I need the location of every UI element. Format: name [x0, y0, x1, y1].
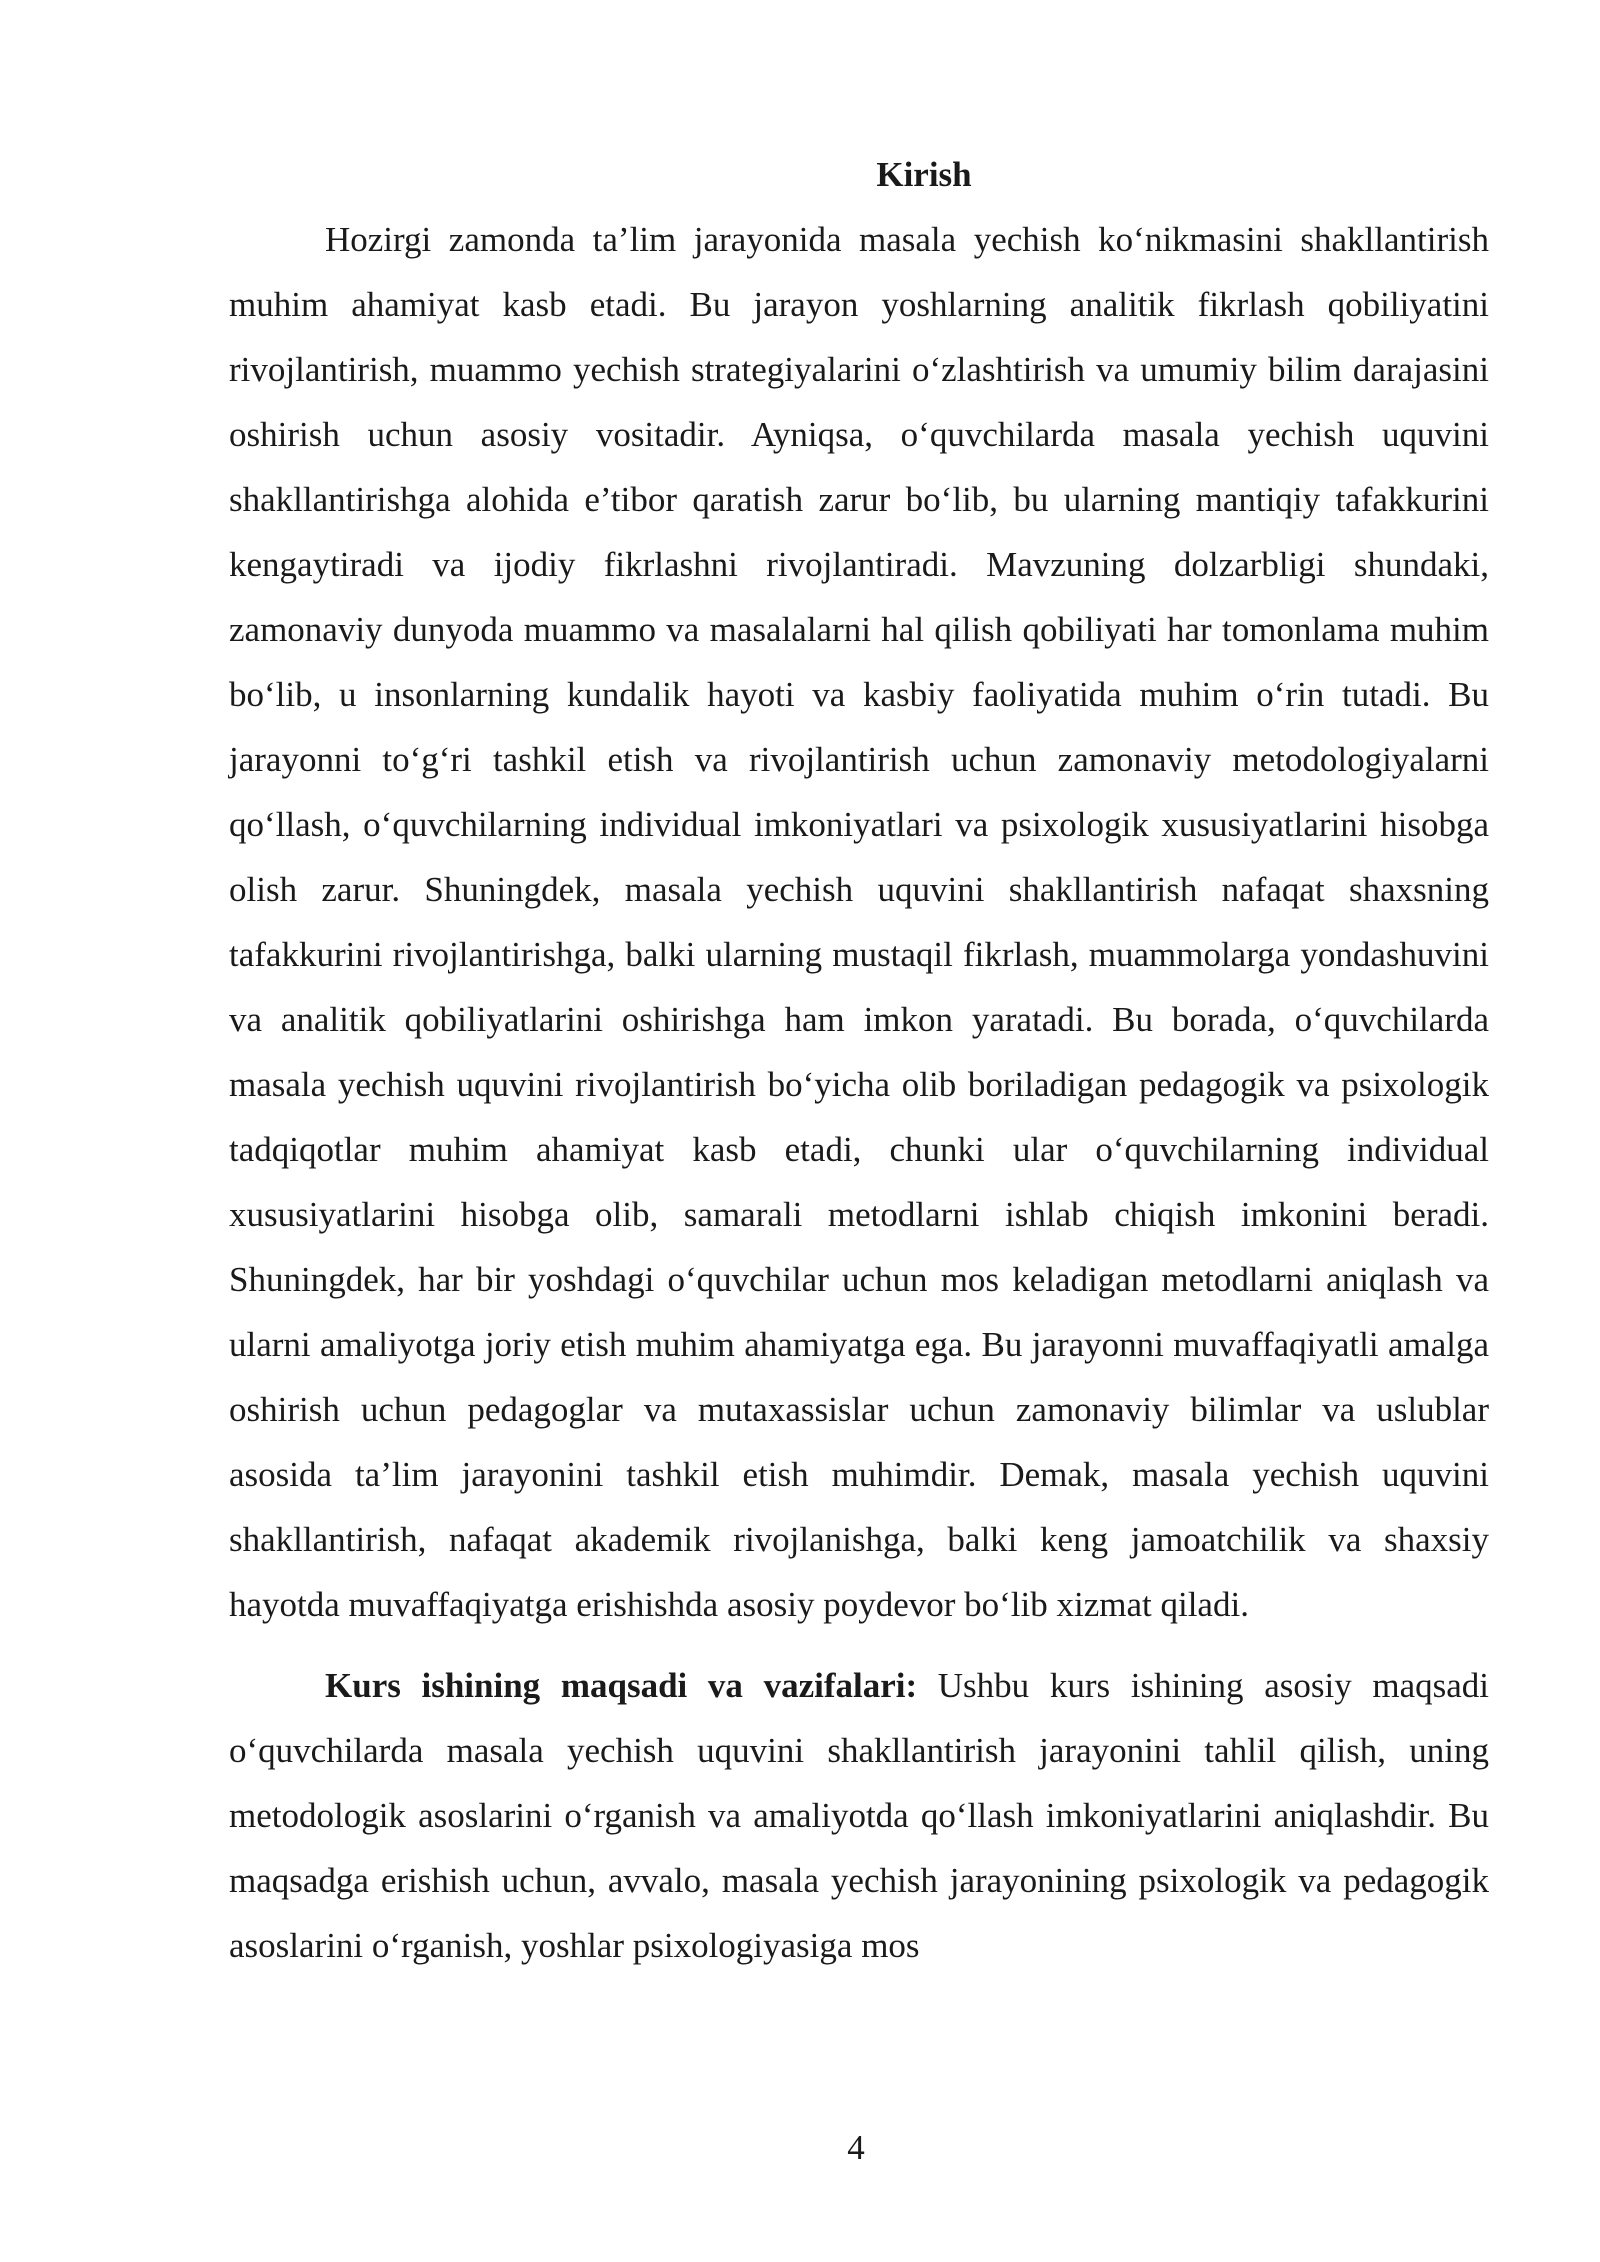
page-number: 4: [847, 2128, 865, 2167]
intro-paragraph: Hozirgi zamonda ta’lim jarayonida masala yechish ko‘nikmasini shakllantirish muhim ahamiyat kasb etadi. Bu jarayon yoshlarning analitik fikrlash qobiliyatini rivojlantirish, muammo yechish strategiyalarini o‘zlashtirish va umumiy bilim darajasini oshirish uchun asosiy vositadir. Ayniqsa, o‘quvchilarda masala yechish uquvini shakllantirishga alohida e’tibor qaratish zarur bo‘lib, bu ularning mantiqiy tafakkurini kengaytiradi va ijodiy fikrlashni rivojlantiradi. Mavzuning dolzarbligi shundaki, zamonaviy dunyoda muammo va masalalarni hal qilish qobiliyati har tomonlama muhim bo‘lib, u insonlarning kundalik hayoti va kasbiy faoliyatida muhim o‘rin tutadi. Bu jarayonni to‘g‘ri tashkil etish va rivojlantirish uchun zamonaviy metodologiyalarni qo‘llash, o‘quvchilarning individual imkoniyatlari va psixologik xususiyatlarini hisobga olish zarur. Shuningdek, masala yechish uquvini shakllantirish nafaqat shaxsning tafakkurini rivojlantirishga, balki ularning mustaqil fikrlash, muammolarga yondashuvini va analitik qobiliyatlarini oshirishga ham imkon yaratadi. Bu borada, o‘quvchilarda masala yechish uquvini rivojlantirish bo‘yicha olib boriladigan pedagogik va psixologik tadqiqotlar muhim ahamiyat kasb etadi, chunki ular o‘quvchilarning individual xususiyatlarini hisobga olib, samarali metodlarni ishlab chiqish imkonini beradi. Shuningdek, har bir yoshdagi o‘quvchilar uchun mos keladigan metodlarni aniqlash va ularni amaliyotga joriy etish muhim ahamiyatga ega. Bu jarayonni muvaffaqiyatli amalga oshirish uchun pedagoglar va mutaxassislar uchun zamonaviy bilimlar va uslublar asosida ta’lim jarayonini tashkil etish muhimdir. Demak, masala yechish uquvini shakllantirish, nafaqat akademik rivojlanishga, balki keng jamoatchilik va shaxsiy hayotda muvaffaqiyatga erishishda asosiy poydevor bo‘lib xizmat qiladi.: [229, 220, 1489, 1624]
goals-paragraph: [229, 1653, 1489, 1978]
goals-heading: Kurs ishining maqsadi va vazifalari:: [325, 1666, 918, 1705]
section-title: Kirish: [876, 155, 972, 194]
page-content: [229, 148, 1489, 1978]
goals-text: Ushbu kurs ishining asosiy maqsadi o‘quvchilarda masala yechish uquvini shakllantirish jarayonini tahlil qilish, uning metodologik asoslarini o‘rganish va amaliyotda qo‘llash imkoniyatlarini aniqlashdir. Bu maqsadga erishish uchun, avvalo, masala yechish jarayonining psixologik va pedagogik asoslarini o‘rganish, yoshlar psixologiyasiga mos: [229, 1666, 1489, 1965]
